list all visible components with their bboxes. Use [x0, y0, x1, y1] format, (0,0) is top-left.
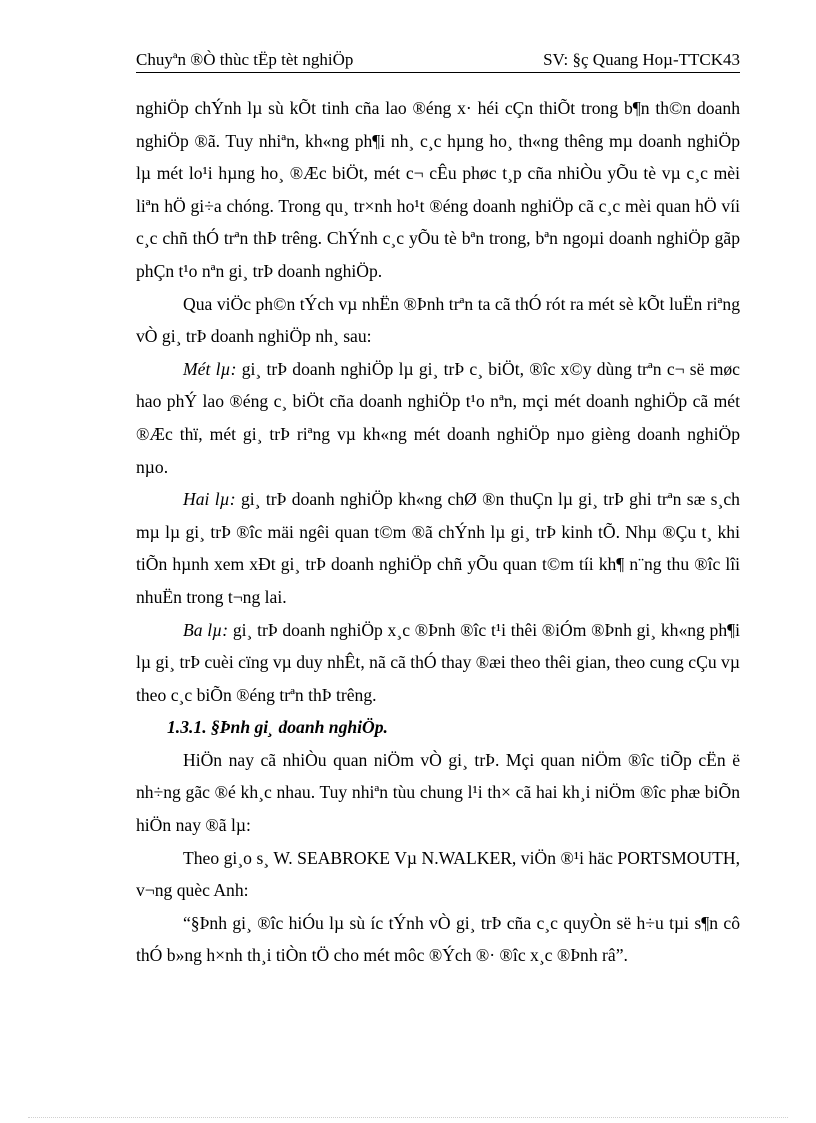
document-body	[136, 92, 740, 972]
header-student-info: SV: §ç Quang Hoµ-TTCK43	[543, 50, 740, 69]
body-paragraph: HiÖn nay cã nhiÒu quan niÖm vÒ gi¸ trÞ. Mçi quan niÖm ®îc tiÕp cËn ë nh÷ng gãc ®é kh¸c nhau. Tuy nhiªn tùu chung l¹i th× cã hai kh¸i niÖm ®îc phæ biÕn hiÖn nay ®ã lµ:	[136, 749, 740, 836]
body-paragraph: Theo gi¸o s¸ W. SEABROKE Vµ N.WALKER, viÖn ®¹i häc PORTSMOUTH, v¬ng quèc Anh:	[136, 847, 740, 901]
page-header	[136, 48, 740, 73]
point-paragraph	[136, 353, 740, 483]
point-text: gi¸ trÞ doanh nghiÖp kh«ng chØ ®n thuÇn lµ gi¸ trÞ ghi trªn sæ s¸ch mµ lµ gi¸ trÞ ®îc mäi ngêi quan t©m ®ã chÝnh lµ gi¸ trÞ kinh tÕ. Nhµ ®Çu t¸ khi tiÕn hµnh xem xÐt gi¸ trÞ doanh nghiÖp chñ yÕu quan t©m tíi kh¶ n¨ng thu ®îc lîi nhuËn trong t¬ng lai.	[136, 489, 740, 607]
quote-paragraph: “§Þnh gi¸ ®îc hiÓu lµ sù íc tÝnh vÒ gi¸ trÞ cña c¸c quyÒn së h÷u tµi s¶n cô thÓ b»ng h×nh th¸i tiÒn tÖ cho mét môc ®Ých ®· ®îc x¸c ®Þnh râ”.	[136, 912, 740, 966]
point-label: Hai lµ:	[183, 489, 236, 510]
point-label: Mét lµ:	[183, 358, 237, 379]
page-bottom-divider	[28, 1117, 788, 1118]
section-heading: 1.3.1. §Þnh gi¸ doanh nghiÖp.	[167, 717, 388, 738]
body-paragraph: nghiÖp chÝnh lµ sù kÕt tinh cña lao ®éng x· héi cÇn thiÕt trong b¶n th©n doanh nghiÖp ®ã. Tuy nhiªn, kh«ng ph¶i nh¸ c¸c hµng ho¸ th«ng thêng mµ doanh nghiÖp lµ mét lo¹i hµng ho¸ ®Æc biÖt, mét c¬ cÊu phøc t¸p cña nhiÒu yÕu tè vµ c¸c mèi liªn hÖ gi÷a chóng. Trong qu¸ tr×nh ho¹t ®éng doanh nghiÖp cã c¸c mèi quan hÖ víi c¸c chñ thÓ trªn thÞ trêng. ChÝnh c¸c yÕu tè bªn trong, bªn ngoµi doanh nghiÖp gãp phÇn t¹o nªn gi¸ trÞ doanh nghiÖp.	[136, 98, 740, 281]
point-text: gi¸ trÞ doanh nghiÖp x¸c ®Þnh ®îc t¹i thêi ®iÓm ®Þnh gi¸ kh«ng ph¶i lµ gi¸ trÞ cuèi cïng vµ duy nhÊt, nã cã thÓ thay ®æi theo thêi gian, theo cung cÇu vµ theo c¸c biÕn ®éng trªn thÞ trêng.	[136, 619, 740, 705]
header-document-title: Chuyªn ®Ò thùc tËp tèt nghiÖp	[136, 50, 354, 69]
point-label: Ba lµ:	[183, 619, 229, 640]
body-paragraph: Qua viÖc ph©n tÝch vµ nhËn ®Þnh trªn ta cã thÓ rót ra mét sè kÕt luËn riªng vÒ gi¸ trÞ doanh nghiÖp nh¸ sau:	[136, 293, 740, 347]
point-text: gi¸ trÞ doanh nghiÖp lµ gi¸ trÞ c¸ biÖt, ®îc x©y dùng trªn c¬ së møc hao phÝ lao ®éng c¸ biÖt cña doanh nghiÖp t¹o nªn, mçi mét doanh nghiÖp cã mét ®Æc thï, mét gi¸ trÞ riªng vµ kh«ng mét doanh nghiÖp nµo gièng doanh nghiÖp nµo.	[136, 358, 740, 477]
point-paragraph	[136, 614, 740, 712]
point-paragraph	[136, 483, 740, 613]
